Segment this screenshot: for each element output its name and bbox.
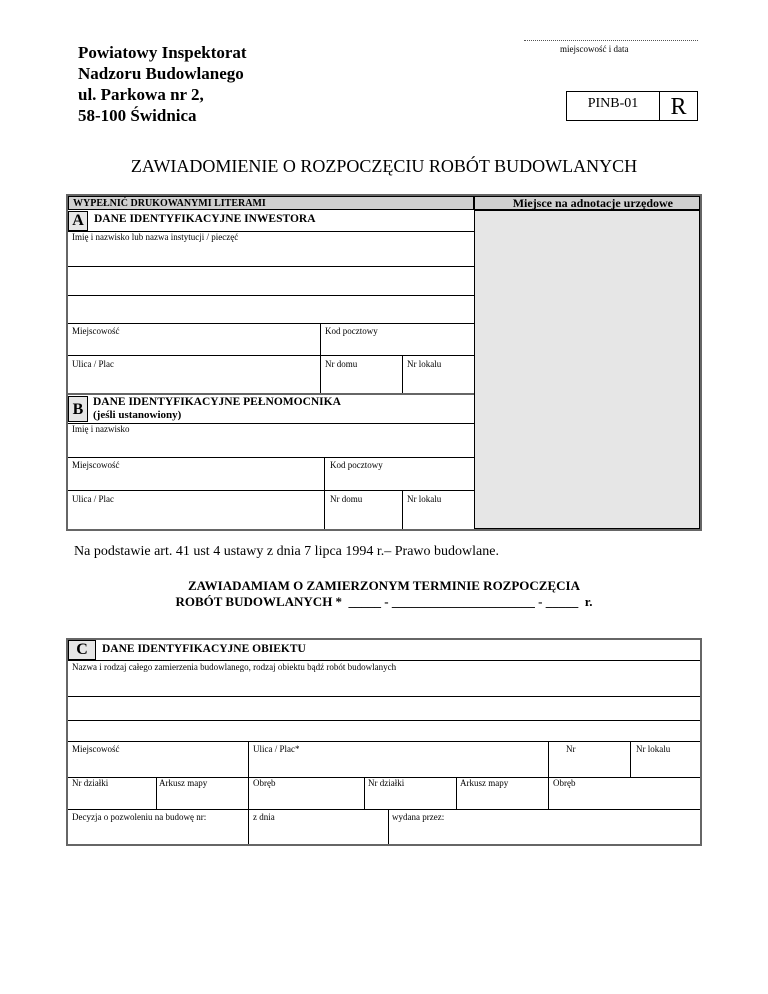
object-nr-label: Nr: [566, 744, 576, 754]
row-line: [68, 355, 474, 356]
permit-date-field[interactable]: [249, 824, 387, 843]
proxy-postcode-label: Kod pocztowy: [330, 460, 383, 470]
start-notice-line-1: ZAWIADAMIAM O ZAMIERZONYM TERMINIE ROZPOCZĘCIA: [188, 578, 580, 593]
plot-number-field-2[interactable]: [365, 790, 455, 808]
address-line: Powiatowy Inspektorat: [78, 43, 247, 62]
object-city-field[interactable]: [69, 756, 247, 776]
investor-postcode-label: Kod pocztowy: [325, 326, 378, 336]
object-city-label: Miejscowość: [72, 744, 120, 754]
proxy-street-label: Ulica / Plac: [72, 494, 114, 504]
row-line: [68, 809, 700, 810]
plot-number-label-1: Nr działki: [72, 778, 109, 788]
investor-flat-field[interactable]: [403, 371, 473, 392]
investor-name-field-3[interactable]: [69, 296, 473, 322]
permit-issuer-label: wydana przez:: [392, 812, 445, 822]
map-sheet-field-2[interactable]: [457, 790, 547, 808]
section-b-subtitle: (jeśli ustanowiony): [93, 409, 182, 421]
object-flat-field[interactable]: [631, 756, 699, 776]
precinct-field-2[interactable]: [549, 790, 699, 808]
proxy-flat-field[interactable]: [403, 506, 473, 528]
fill-instruction: WYPEŁNIĆ DRUKOWANYMI LITERAMI: [73, 198, 266, 209]
authority-address: [78, 42, 247, 126]
form-letter: R: [660, 91, 698, 121]
legal-basis: Na podstawie art. 41 ust 4 ustawy z dnia 7 lipca 1994 r.– Prawo budowlane.: [74, 544, 499, 559]
investor-street-field[interactable]: [69, 371, 319, 392]
section-c-title: DANE IDENTYFIKACYJNE OBIEKTU: [102, 643, 306, 655]
proxy-name-label: Imię i nazwisko: [72, 424, 130, 434]
precinct-field-1[interactable]: [249, 790, 363, 808]
precinct-label-1: Obręb: [253, 778, 276, 788]
object-scope-field-2[interactable]: [69, 697, 699, 719]
proxy-flat-label: Nr lokalu: [407, 494, 442, 504]
investor-name-field-2[interactable]: [69, 267, 473, 294]
start-notice-line-2: ROBÓT BUDOWLANYCH * _____ - ______________________ - _____ r.: [175, 594, 593, 609]
investor-house-field[interactable]: [321, 371, 401, 392]
address-line: Nadzoru Budowlanego: [78, 64, 244, 83]
row-line: [68, 490, 474, 491]
proxy-name-field[interactable]: [69, 436, 473, 456]
precinct-label-2: Obręb: [553, 778, 576, 788]
section-b-letter: B: [68, 396, 88, 422]
object-nr-field[interactable]: [549, 756, 629, 776]
official-notes-label: Miejsce na adnotacje urzędowe: [512, 196, 673, 210]
map-sheet-field-1[interactable]: [157, 790, 247, 808]
investor-name-label: Imię i nazwisko lub nazwa instytucji / pieczęć: [72, 232, 239, 242]
proxy-city-label: Miejscowość: [72, 460, 120, 470]
section-b-title: DANE IDENTYFIKACYJNE PEŁNOMOCNIKA: [93, 396, 341, 408]
permit-decision-label: Decyzja o pozwoleniu na budowę nr:: [72, 812, 207, 822]
place-date-field[interactable]: [524, 40, 698, 41]
map-sheet-label-1: Arkusz mapy: [159, 778, 208, 788]
section-c-letter: C: [68, 640, 96, 660]
map-sheet-label-2: Arkusz mapy: [460, 778, 509, 788]
row-line: [68, 660, 700, 661]
investor-flat-label: Nr lokalu: [407, 359, 442, 369]
investor-city-label: Miejscowość: [72, 326, 120, 336]
row-line: [68, 323, 474, 324]
official-notes-bar: [474, 196, 700, 210]
object-scope-label: Nazwa i rodzaj całego zamierzenia budowlanego, rodzaj obiektu bądź robót budowlanych: [72, 662, 397, 672]
permit-decision-field[interactable]: [69, 824, 247, 843]
proxy-house-label: Nr domu: [330, 494, 363, 504]
form-code: PINB-01: [566, 91, 660, 121]
permit-issuer-field[interactable]: [389, 824, 699, 843]
proxy-postcode-field[interactable]: [325, 472, 473, 489]
proxy-house-field[interactable]: [325, 506, 401, 528]
object-scope-field[interactable]: [69, 674, 699, 695]
fill-instruction-bar: [68, 196, 474, 210]
investor-name-field[interactable]: [69, 243, 473, 265]
object-street-label: Ulica / Plac*: [253, 744, 300, 754]
address-line: ul. Parkowa nr 2,: [78, 85, 204, 104]
plot-number-field-1[interactable]: [69, 790, 155, 808]
investor-street-label: Ulica / Plac: [72, 359, 114, 369]
row-line: [68, 741, 700, 742]
section-a-title: DANE IDENTYFIKACYJNE INWESTORA: [94, 213, 316, 225]
proxy-city-field[interactable]: [69, 472, 323, 489]
page-title: ZAWIADOMIENIE O ROZPOCZĘCIU ROBÓT BUDOWLANYCH: [130, 156, 638, 176]
address-line: 58-100 Świdnica: [78, 106, 197, 125]
place-date-label: miejscowość i data: [560, 44, 629, 54]
object-scope-field-3[interactable]: [69, 721, 699, 740]
official-notes-area: [474, 210, 700, 529]
object-street-field[interactable]: [249, 756, 547, 776]
proxy-street-field[interactable]: [69, 506, 323, 528]
section-divider: [68, 393, 474, 395]
object-flat-label: Nr lokalu: [636, 744, 671, 754]
row-line: [68, 457, 474, 458]
section-a-letter: A: [68, 211, 88, 231]
investor-city-field[interactable]: [69, 338, 319, 354]
investor-house-label: Nr domu: [325, 359, 358, 369]
investor-postcode-field[interactable]: [321, 338, 473, 354]
plot-number-label-2: Nr działki: [368, 778, 405, 788]
permit-date-label: z dnia: [253, 812, 275, 822]
